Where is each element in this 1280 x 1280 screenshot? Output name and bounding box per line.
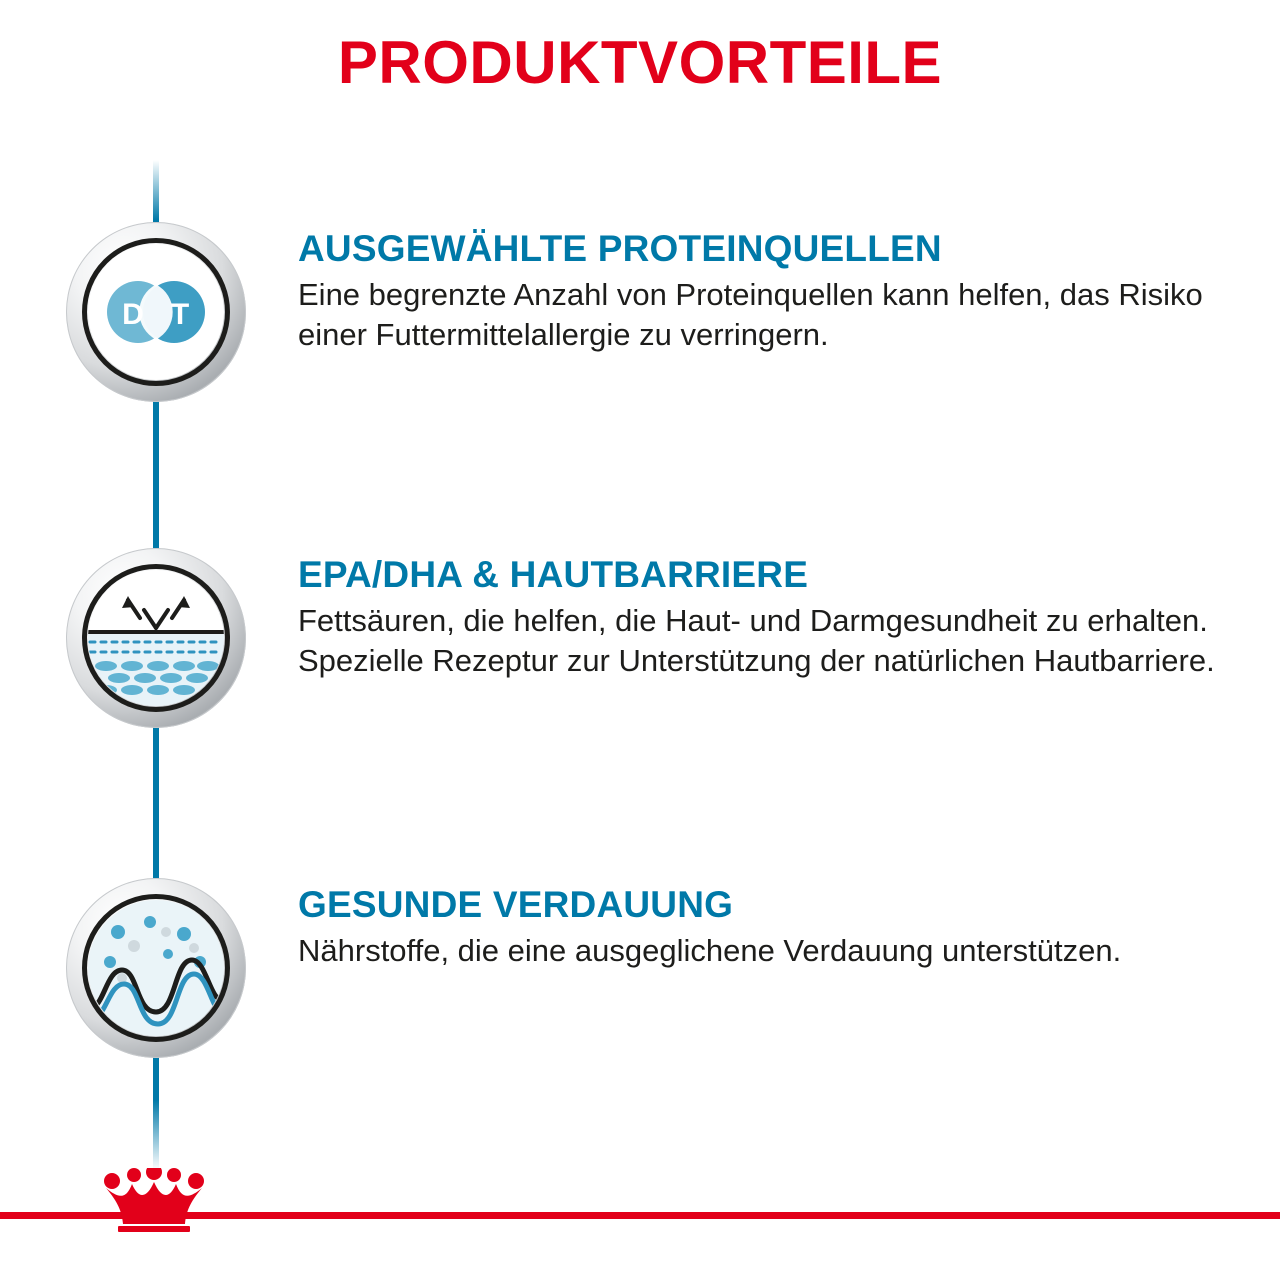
feature-title: AUSGEWÄHLTE PROTEINQUELLEN: [298, 228, 942, 269]
feature-description: Eine begrenzte Anzahl von Proteinquellen kann helfen, das Risiko einer Futtermittelallergie zu verringern.: [298, 276, 1203, 352]
feature-text: [298, 884, 1238, 971]
skin-barrier-icon: [66, 548, 246, 728]
icon-letter-d: D: [122, 298, 144, 331]
selected-protein-sources-icon: [66, 222, 246, 402]
feature-title: EPA/DHA & HAUTBARRIERE: [298, 554, 809, 595]
icon-letter-t: T: [170, 298, 190, 331]
feature-title: GESUNDE VERDAUUNG: [298, 884, 734, 925]
icon-ring: [82, 564, 230, 712]
healthy-digestion-icon: [66, 878, 246, 1058]
page-title: PRODUKTVORTEILE: [337, 29, 943, 96]
icon-ring: [82, 894, 230, 1042]
feature-text: [298, 228, 1238, 355]
royal-canin-crown-logo: [92, 1168, 216, 1232]
icon-ring: [82, 238, 230, 386]
feature-description: Fettsäuren, die helfen, die Haut- und Darmgesundheit zu erhalten. Spezielle Rezeptur zur Unterstützung der natürlichen Hautbarriere.: [298, 602, 1215, 678]
feature-description: Nährstoffe, die eine ausgeglichene Verdauung unterstützen.: [298, 932, 1122, 968]
feature-text: [298, 554, 1238, 681]
